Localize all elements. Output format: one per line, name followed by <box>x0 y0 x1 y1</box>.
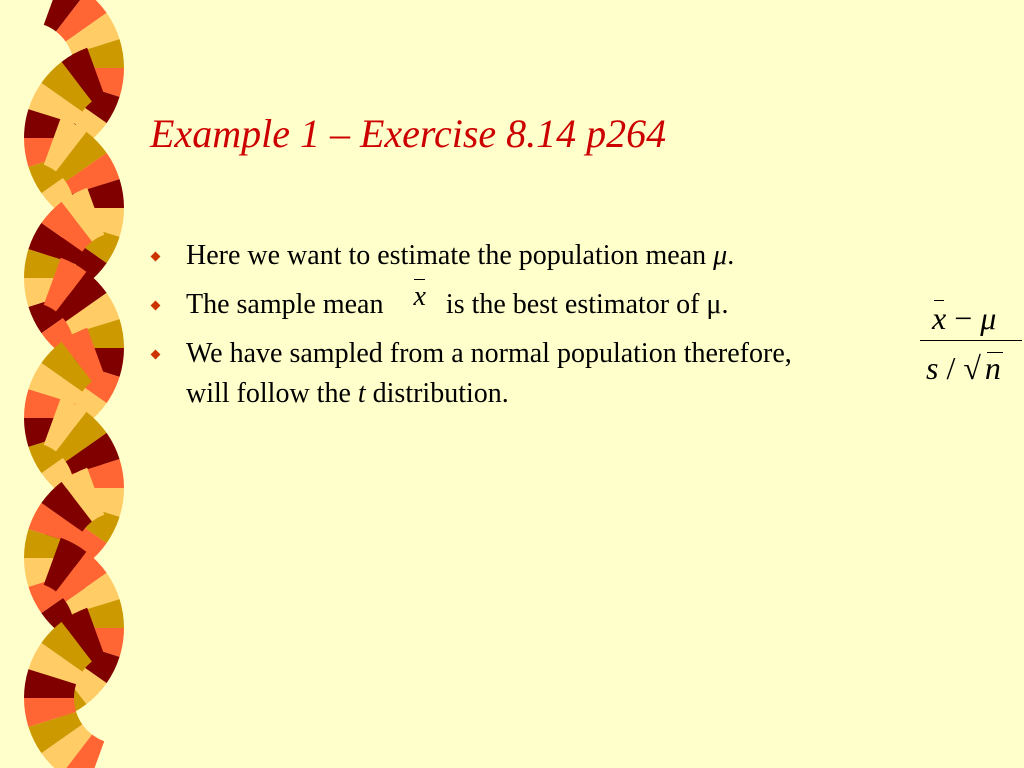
mu-symbol: μ <box>713 240 728 271</box>
bullet-item <box>150 236 1010 276</box>
bullet-line2-after: distribution. <box>365 378 509 409</box>
formula-minus: − <box>954 300 973 336</box>
bullet-list <box>150 236 1010 423</box>
formula-s: s <box>926 350 939 386</box>
formula-numerator <box>932 298 996 338</box>
t-statistic-formula <box>920 290 1024 400</box>
bullet-item <box>150 334 1010 414</box>
slide-title: Example 1 – Exercise 8.14 p264 <box>150 111 667 156</box>
formula-sqrt-symbol: √ <box>963 350 981 386</box>
bullet-text-after: is the best estimator of μ. <box>445 289 729 320</box>
formula-denominator <box>926 348 1001 388</box>
t-symbol: t <box>357 378 366 409</box>
bullet-text: Here we want to estimate the population mean <box>186 240 714 271</box>
bullet-text: We have sampled from a normal population therefore, <box>186 338 792 369</box>
formula-x-bar: x <box>932 300 947 336</box>
bullet-diamond-icon <box>151 350 161 360</box>
bullet-item <box>150 281 1010 325</box>
formula-mu: μ <box>980 300 997 336</box>
decorative-border <box>0 0 140 768</box>
formula-n: n <box>981 348 1001 388</box>
bullet-text: The sample mean <box>186 289 384 320</box>
bullet-suffix: . <box>727 240 735 271</box>
x-bar-symbol: x <box>413 277 425 317</box>
bullet-diamond-icon <box>151 252 161 262</box>
formula-slash: / <box>946 350 956 386</box>
bullet-line2-before: will follow the <box>186 378 358 409</box>
bullet-diamond-icon <box>151 301 161 311</box>
fraction-line <box>920 340 1022 341</box>
